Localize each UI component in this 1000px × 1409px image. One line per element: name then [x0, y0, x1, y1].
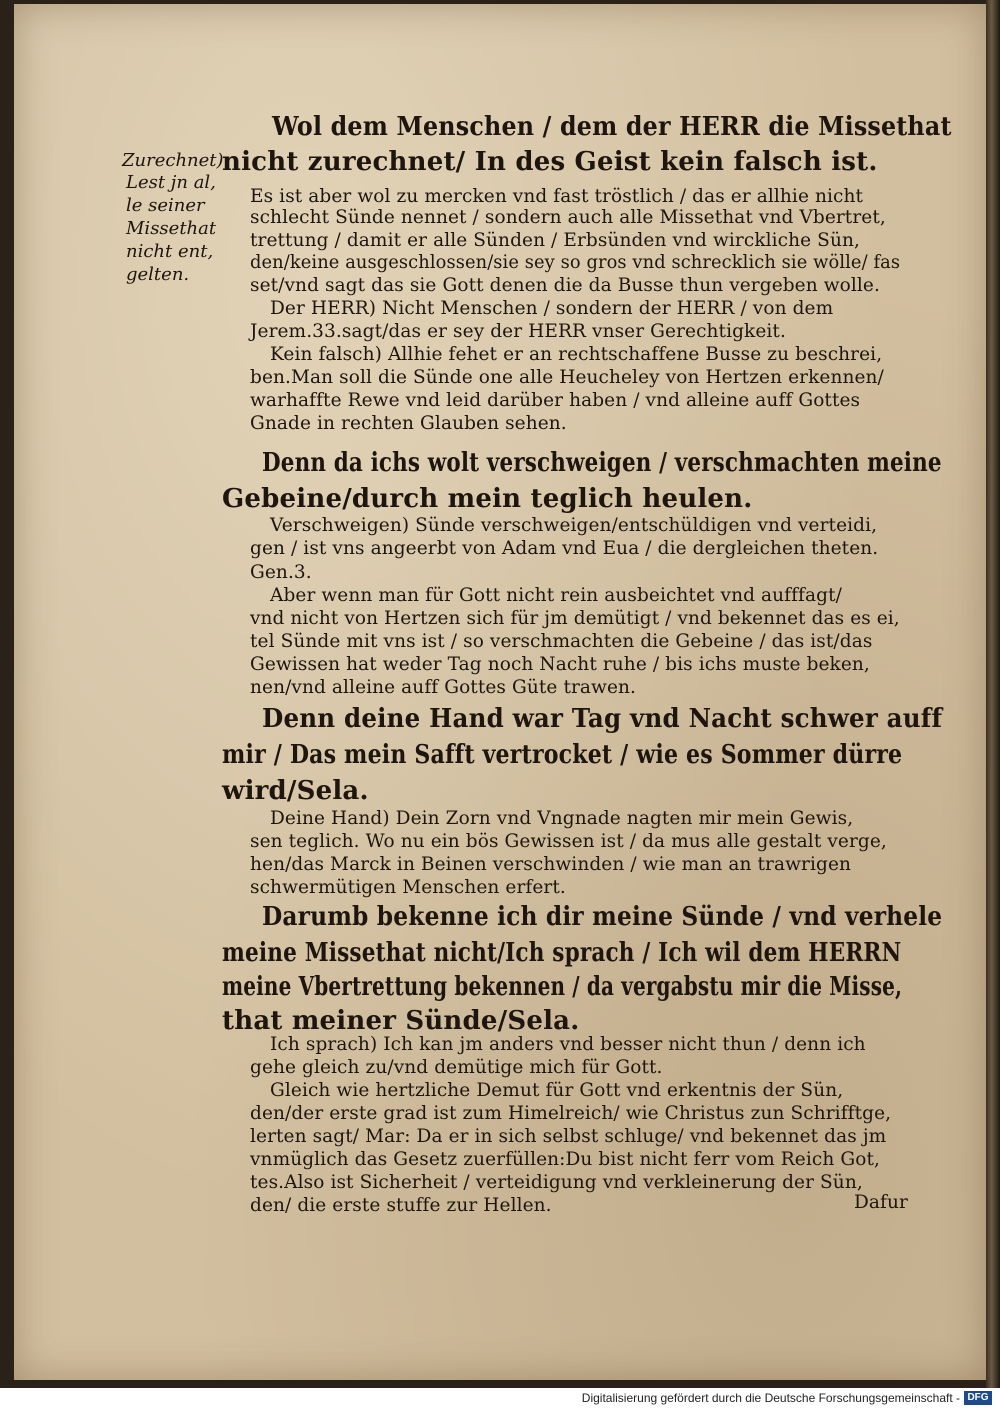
- commentary-line: Gnade in rechten Glauben sehen.: [250, 413, 567, 434]
- commentary-line: Verschweigen) Sünde verschweigen/entschüldigen vnd verteidi,: [270, 515, 878, 536]
- commentary-line: vnd nicht von Hertzen sich für jm demütigt / vnd bekennet das es ei,: [250, 608, 900, 629]
- commentary-line: den/keine ausgeschlossen/sie sey so gros vnd schrecklich sie wölle/ fas: [250, 252, 901, 273]
- psalm-verse-line: Darumb bekenne ich dir meine Sünde / vnd verhele: [262, 902, 943, 932]
- commentary-line: trettung / damit er alle Sünden / Erbsünden vnd wirckliche Sün,: [250, 230, 860, 251]
- commentary-line: set/vnd sagt das sie Gott denen die da Busse thun vergeben wolle.: [250, 275, 880, 296]
- commentary-line: warhaffte Rewe vnd leid darüber haben / vnd alleine auff Gottes: [250, 390, 861, 411]
- psalm-verse-line: Wol dem Menschen / dem der HERR die Missethat: [272, 112, 952, 142]
- psalm-verse-line: Denn da ichs wolt verschweigen / verschmachten meine: [262, 448, 942, 478]
- commentary-line: Gleich wie hertzliche Demut für Gott vnd erkentnis der Sün,: [270, 1080, 844, 1101]
- marginal-note-line: Lest jn al,: [126, 172, 216, 193]
- commentary-line: Gewissen hat weder Tag noch Nacht ruhe / bis ichs muste beken,: [250, 654, 870, 675]
- commentary-line: lerten sagt/ Mar: Da er in sich selbst schluge/ vnd bekennet das jm: [250, 1126, 887, 1147]
- commentary-line: den/ die erste stuffe zur Hellen.: [250, 1195, 552, 1216]
- commentary-line: vnmüglich das Gesetz zuerfüllen:Du bist nicht ferr vom Reich Got,: [250, 1149, 880, 1170]
- commentary-line: nen/vnd alleine auff Gottes Güte trawen.: [250, 677, 637, 698]
- commentary-line: Es ist aber wol zu mercken vnd fast tröstlich / das er allhie nicht: [250, 186, 864, 207]
- catchword: Dafur: [854, 1192, 908, 1213]
- commentary-line: tes.Also ist Sicherheit / verteidigung vnd verkleinerung der Sün,: [250, 1172, 863, 1193]
- psalm-verse-line: Gebeine/durch mein teglich heulen.: [222, 484, 753, 514]
- commentary-line: den/der erste grad ist zum Himelreich/ wie Christus zun Schrifftge,: [250, 1103, 892, 1124]
- commentary-line: Jerem.33.sagt/das er sey der HERR vnser Gerechtigkeit.: [250, 321, 786, 342]
- commentary-line: ben.Man soll die Sünde one alle Heucheley von Hertzen erkennen/: [250, 367, 884, 388]
- page-edge-shadow: [986, 0, 1000, 1388]
- commentary-line: Der HERR) Nicht Menschen / sondern der HERR / von dem: [270, 298, 834, 319]
- commentary-line: hen/das Marck in Beinen verschwinden / wie man an trawrigen: [250, 854, 852, 875]
- marginal-note-line: gelten.: [126, 264, 190, 285]
- marginal-note-line: le seiner: [126, 195, 205, 216]
- psalm-verse-line: wird/Sela.: [222, 776, 369, 806]
- commentary-line: sen teglich. Wo nu ein bös Gewissen ist / da mus alle gestalt verge,: [250, 831, 887, 852]
- funding-credit: Digitalisierung gefördert durch die Deutsche Forschungsgemeinschaft -: [581, 1391, 960, 1405]
- commentary-line: Kein falsch) Allhie fehet er an rechtschaffene Busse zu beschrei,: [270, 344, 883, 365]
- commentary-line: schwermütigen Menschen erfert.: [250, 877, 566, 898]
- dfg-logo: DFG: [964, 1391, 992, 1405]
- commentary-line: Deine Hand) Dein Zorn vnd Vngnade nagten mir mein Gewis,: [270, 808, 854, 829]
- marginal-note-line: Missethat: [126, 218, 217, 239]
- psalm-verse-line: nicht zurechnet/ In des Geist kein falsch ist.: [222, 147, 878, 177]
- psalm-verse-line: meine Vbertrettung bekennen / da vergabstu mir die Misse,: [222, 972, 903, 1002]
- paper-page: [14, 4, 986, 1380]
- footer-bar: [0, 1388, 1000, 1409]
- commentary-line: Ich sprach) Ich kan jm anders vnd besser nicht thun / denn ich: [270, 1034, 866, 1055]
- commentary-line: gen / ist vns angeerbt von Adam vnd Eua / die dergleichen theten.: [250, 538, 879, 559]
- commentary-line: tel Sünde mit vns ist / so verschmachten die Gebeine / das ist/das: [250, 631, 873, 652]
- marginal-note-line: nicht ent,: [126, 241, 214, 262]
- commentary-line: Aber wenn man für Gott nicht rein ausbeichtet vnd aufffagt/: [270, 585, 842, 606]
- commentary-line: schlecht Sünde nennet / sondern auch alle Missethat vnd Vbertret,: [250, 207, 886, 228]
- psalm-verse-line: mir / Das mein Safft vertrocket / wie es Sommer dürre: [222, 740, 903, 770]
- psalm-verse-line: that meiner Sünde/Sela.: [222, 1006, 580, 1036]
- psalm-verse-line: meine Missethat nicht/Ich sprach / Ich wil dem HERRN: [222, 938, 902, 968]
- marginal-note-line: Zurechnet): [122, 150, 224, 171]
- commentary-line: gehe gleich zu/vnd demütige mich für Gott.: [250, 1057, 663, 1078]
- commentary-line: Gen.3.: [250, 562, 312, 583]
- psalm-verse-line: Denn deine Hand war Tag vnd Nacht schwer auff: [262, 704, 943, 734]
